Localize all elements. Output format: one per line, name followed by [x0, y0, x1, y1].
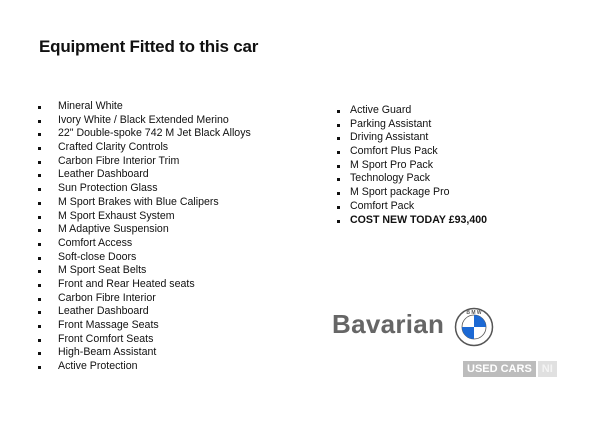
- bullet-icon: [38, 325, 41, 328]
- bmw-logo-icon: [454, 307, 494, 347]
- bullet-icon: [38, 202, 41, 205]
- list-item: [58, 360, 251, 374]
- list-item: [58, 182, 251, 196]
- list-item-label: Sun Protection Glass: [58, 182, 158, 195]
- bullet-icon: [38, 106, 41, 109]
- bullet-icon: [38, 352, 41, 355]
- list-item: [58, 251, 251, 265]
- list-item: [58, 210, 251, 224]
- bullet-icon: [38, 120, 41, 123]
- bullet-icon: [38, 284, 41, 287]
- bullet-icon: [337, 110, 340, 113]
- list-item: [58, 223, 251, 237]
- list-item: [350, 186, 487, 200]
- bullet-icon: [38, 339, 41, 342]
- list-item: [58, 127, 251, 141]
- list-item: [58, 141, 251, 155]
- bullet-icon: [38, 161, 41, 164]
- bullet-icon: [337, 192, 340, 195]
- list-item: [58, 264, 251, 278]
- list-item-label: Front and Rear Heated seats: [58, 277, 195, 290]
- bullet-icon: [38, 188, 41, 191]
- list-item-label: Comfort Access: [58, 236, 133, 249]
- list-item-label: Crafted Clarity Controls: [58, 141, 169, 154]
- list-item: [58, 196, 251, 210]
- list-item: [350, 145, 487, 159]
- bullet-icon: [38, 133, 41, 136]
- list-item-label: M Sport Pro Pack: [350, 158, 434, 171]
- bullet-icon: [38, 298, 41, 301]
- bullet-icon: [337, 220, 340, 223]
- list-item: [58, 155, 251, 169]
- list-item: [350, 118, 487, 132]
- page-title: Equipment Fitted to this car: [39, 37, 259, 56]
- list-item-label: Carbon Fibre Interior: [58, 291, 156, 304]
- bullet-icon: [38, 270, 41, 273]
- bullet-icon: [38, 216, 41, 219]
- bullet-icon: [337, 124, 340, 127]
- list-item: [58, 333, 251, 347]
- list-item: [58, 100, 251, 114]
- used-cars-badge: [463, 361, 557, 377]
- bullet-icon: [38, 174, 41, 177]
- list-item-label: Active Guard: [350, 104, 412, 116]
- list-item-label: Carbon Fibre Interior Trim: [58, 154, 180, 167]
- bullet-icon: [38, 147, 41, 150]
- badge-used-cars: USED CARS: [463, 361, 536, 377]
- equipment-list-left: [58, 100, 251, 374]
- bullet-icon: [38, 311, 41, 314]
- list-item-label: Soft-close Doors: [58, 250, 137, 263]
- list-item-label: M Adaptive Suspension: [58, 223, 169, 236]
- list-item-label: Active Protection: [58, 360, 138, 373]
- list-item: [350, 131, 487, 145]
- list-item: [58, 114, 251, 128]
- list-item-label: M Sport Seat Belts: [58, 264, 147, 277]
- list-item-label: Comfort Plus Pack: [350, 145, 438, 158]
- equipment-list-right: [350, 104, 487, 227]
- list-item: [58, 346, 251, 360]
- list-item-label: Parking Assistant: [350, 117, 432, 130]
- bullet-icon: [38, 229, 41, 232]
- bullet-icon: [337, 151, 340, 154]
- list-item-label: Front Comfort Seats: [58, 332, 154, 345]
- list-item: [350, 104, 487, 118]
- badge-region: NI: [538, 361, 557, 377]
- list-item: [58, 305, 251, 319]
- list-item: [350, 159, 487, 173]
- list-item-label: Leather Dashboard: [58, 305, 149, 318]
- cost-label: COST NEW TODAY £93,400: [350, 213, 487, 226]
- bullet-icon: [38, 257, 41, 260]
- list-item-label: High-Beam Assistant: [58, 346, 157, 359]
- bullet-icon: [38, 366, 41, 369]
- bullet-icon: [337, 165, 340, 168]
- list-item-label: Leather Dashboard: [58, 168, 149, 181]
- bullet-icon: [38, 243, 41, 246]
- list-item-label: M Sport package Pro: [350, 186, 450, 199]
- list-item-label: Driving Assistant: [350, 131, 429, 144]
- bullet-icon: [337, 206, 340, 209]
- list-item-label: Comfort Pack: [350, 199, 415, 212]
- list-item-label: 22" Double-spoke 742 M Jet Black Alloys: [58, 127, 251, 140]
- list-item-label: Ivory White / Black Extended Merino: [58, 113, 229, 126]
- dealer-logo-text: Bavarian: [332, 309, 445, 339]
- bullet-icon: [337, 178, 340, 181]
- svg-text:B M W: B M W: [466, 310, 482, 316]
- list-item: [58, 278, 251, 292]
- list-item-label: M Sport Exhaust System: [58, 209, 175, 222]
- list-item-label: M Sport Brakes with Blue Calipers: [58, 195, 219, 208]
- list-item: [58, 319, 251, 333]
- list-item: [58, 168, 251, 182]
- list-item-label: Front Massage Seats: [58, 319, 159, 331]
- list-item: [58, 237, 251, 251]
- bullet-icon: [337, 137, 340, 140]
- list-item: [58, 292, 251, 306]
- list-item-label: Mineral White: [58, 100, 123, 112]
- cost-new-today: [350, 214, 487, 228]
- list-item: [350, 200, 487, 214]
- list-item: [350, 172, 487, 186]
- list-item-label: Technology Pack: [350, 172, 431, 185]
